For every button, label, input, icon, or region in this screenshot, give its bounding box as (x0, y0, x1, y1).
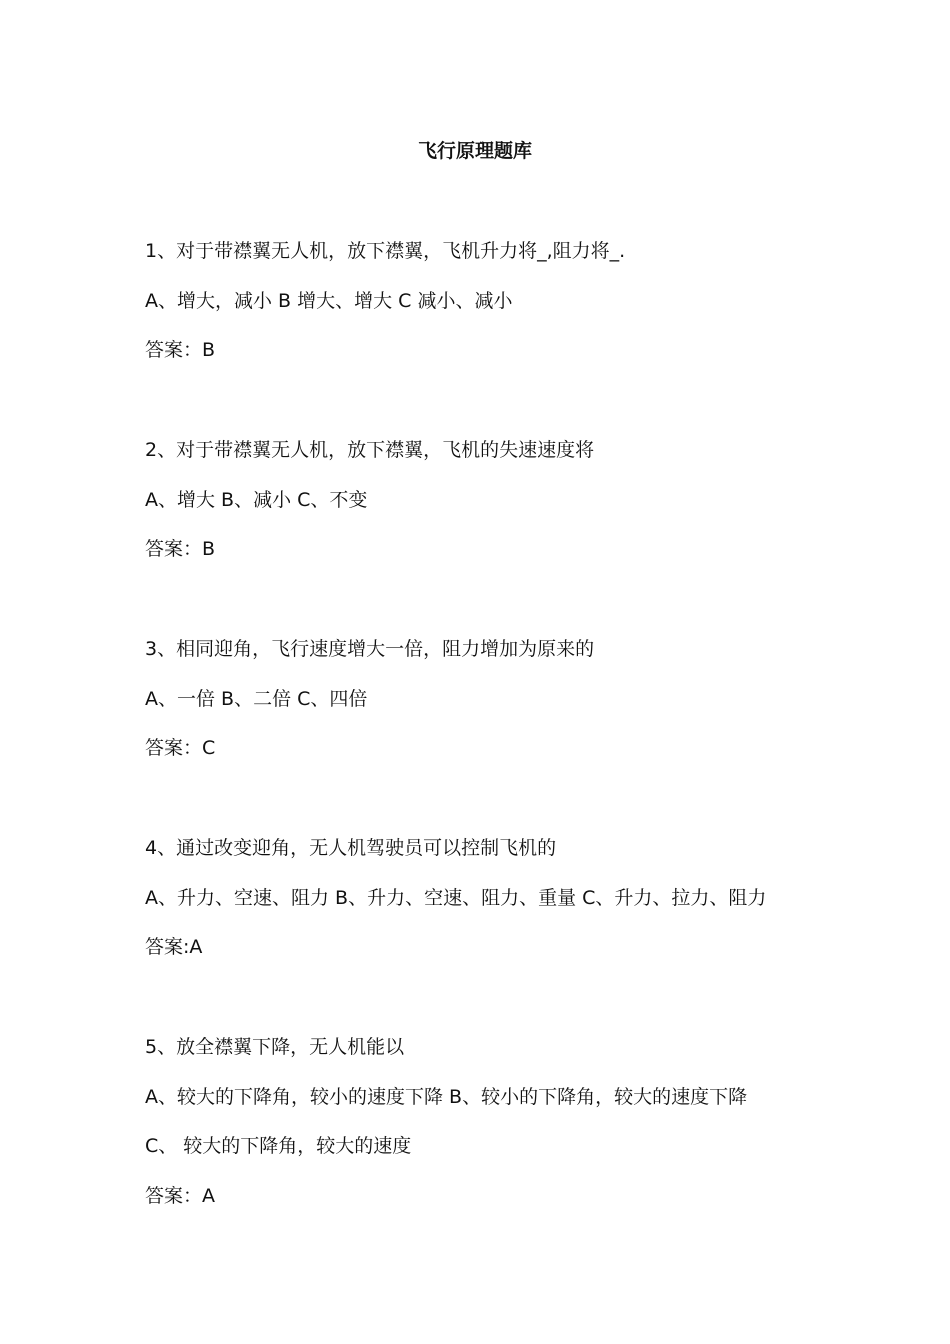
question-4-text: 4、通过改变迎角，无人机驾驶员可以控制飞机的 (145, 837, 557, 859)
question-2-text: 2、对于带襟翼无人机，放下襟翼，飞机的失速速度将 (145, 439, 595, 461)
question-1-answer: 答案：B (145, 339, 216, 361)
question-4-answer: 答案:A (145, 936, 203, 958)
question-3-options: A、一倍 B、二倍 C、四倍 (145, 688, 368, 710)
question-3-answer: 答案：C (145, 737, 216, 759)
question-5-options-line-2: C、 较大的下降角，较大的速度 (145, 1135, 412, 1157)
question-5-options-line-1: A、较大的下降角，较小的速度下降 B、较小的下降角，较大的速度下降 (145, 1086, 748, 1108)
question-3-text: 3、相同迎角，飞行速度增大一倍，阻力增加为原来的 (145, 638, 595, 660)
question-2-options: A、增大 B、减小 C、不变 (145, 489, 368, 511)
page-title: 飞行原理题库 (417, 140, 532, 162)
question-5-answer: 答案：A (145, 1185, 215, 1207)
question-1-options: A、增大，减小 B 增大、增大 C 减小、减小 (145, 290, 513, 312)
question-4-options: A、升力、空速、阻力 B、升力、空速、阻力、重量 C、升力、拉力、阻力 (145, 887, 767, 909)
question-2-answer: 答案：B (145, 538, 216, 560)
question-1-text: 1、对于带襟翼无人机，放下襟翼，飞机升力将_,阻力将_. (145, 240, 626, 262)
question-5-text: 5、放全襟翼下降，无人机能以 (145, 1036, 405, 1058)
